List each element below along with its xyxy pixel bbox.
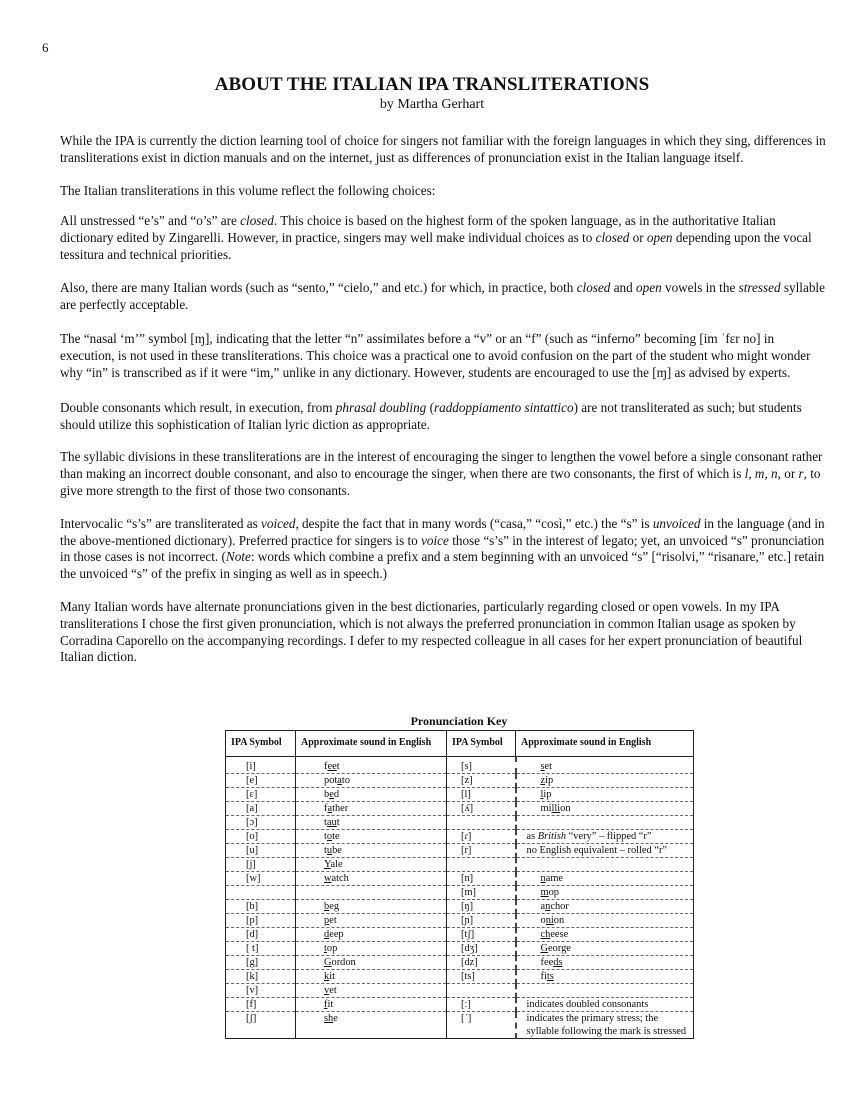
article-header: [0, 74, 864, 113]
text-run: eg: [329, 901, 340, 912]
ipa-symbol-cell: [m]: [447, 886, 516, 900]
ipa-symbol-cell: [z]: [447, 774, 516, 788]
example-word-cell: [296, 1012, 447, 1039]
text-run: ip: [543, 789, 552, 800]
ipa-symbol-cell: [226, 886, 296, 900]
italic-text: closed: [576, 279, 611, 295]
text-run: pot: [324, 775, 338, 786]
ipa-symbol-cell: [i]: [226, 757, 296, 774]
ipa-symbol-cell: [ˈ]: [447, 1012, 516, 1039]
example-word-cell: [516, 844, 694, 858]
ipa-symbol-cell: [ː]: [447, 998, 516, 1012]
example-word-cell: [516, 872, 694, 886]
text-run: , to give more strength to the first of those two consonants.: [60, 466, 821, 498]
text-run: or: [629, 230, 647, 246]
text-run: in the language (and in the above-mentioned dictionary). Preferred practice for singers is to: [60, 515, 825, 548]
example-word-cell: [296, 984, 447, 998]
example-word-cell: [516, 984, 694, 998]
italic-text: Note: [225, 549, 251, 565]
ipa-symbol-cell: [ t]: [226, 942, 296, 956]
text-run: d: [333, 789, 340, 800]
paragraph-nasal-m: [60, 331, 828, 381]
text-run: te: [332, 831, 340, 842]
text-run: t: [324, 831, 327, 842]
text-run: eep: [329, 929, 344, 940]
text-run: All unstressed “e’s” and “o’s” are: [60, 213, 241, 229]
text-run: those “s’s” in the interest of legato; yet, an unvoiced “s” pronunciation in those cases is not incorrect. (: [60, 532, 825, 565]
text-run: , despite the fact that in many words (“casa,” “così,” etc.) the “s” is: [295, 515, 653, 531]
ipa-symbol-cell: [ɛ]: [226, 788, 296, 802]
text-run: While the IPA is currently the diction learning tool of choice for singers not familiar with the foreign languages in which they sing, differences in transliterations exist in diction manuals and on the internet, just as differences of pronunciation exist in the Italian language itself.: [60, 133, 826, 165]
underlined-sound: n: [540, 873, 546, 884]
italic-text: unvoiced: [652, 515, 701, 531]
text-run: a: [540, 901, 546, 912]
example-word-cell: [296, 956, 447, 970]
text-run: “very” – flipped “r”: [566, 831, 652, 842]
text-run: op: [326, 943, 338, 954]
ipa-symbol-cell: [s]: [447, 757, 516, 774]
text-run: eorge: [548, 943, 571, 954]
text-run: et: [544, 761, 553, 772]
ipa-symbol-cell: [b]: [226, 900, 296, 914]
underlined-sound: sh: [324, 1013, 334, 1024]
ipa-symbol-cell: [n]: [447, 872, 516, 886]
example-word-cell: [296, 970, 447, 984]
text-run: vowels in the: [661, 279, 739, 295]
ipa-symbol-cell: [k]: [226, 970, 296, 984]
table-row: [226, 942, 694, 956]
ipa-symbol-cell: [r]: [447, 844, 516, 858]
ipa-symbol-cell: [ŋ]: [447, 900, 516, 914]
example-word-cell: [516, 956, 694, 970]
ipa-symbol-cell: [j]: [226, 858, 296, 872]
ipa-symbol-cell: [d]: [226, 928, 296, 942]
table-row: [226, 970, 694, 984]
ipa-symbol-cell: [g]: [226, 956, 296, 970]
ipa-symbol-cell: [a]: [226, 802, 296, 816]
underlined-sound: e: [329, 789, 334, 800]
underlined-sound: lli: [551, 803, 561, 814]
ipa-symbol-cell: [p]: [226, 914, 296, 928]
ipa-symbol-cell: [447, 984, 516, 998]
page-title: ABOUT THE ITALIAN IPA TRANSLITERATIONS: [214, 74, 650, 95]
italic-text: closed: [240, 213, 274, 229]
ipa-symbol-cell: [l]: [447, 788, 516, 802]
text-run: ther: [332, 803, 349, 814]
text-run: t: [336, 817, 340, 828]
text-run: as: [526, 831, 538, 842]
example-word-cell: [516, 998, 694, 1012]
example-word-cell: [296, 900, 447, 914]
text-run: e: [333, 1013, 338, 1024]
paragraph-syllabic-divisions: [60, 449, 828, 499]
text-run: t: [336, 761, 340, 772]
underlined-sound: n: [545, 901, 551, 912]
table-row: [226, 984, 694, 998]
text-run: The Italian transliterations in this volume reflect the following choices:: [60, 182, 436, 198]
article-body: [60, 133, 828, 682]
ipa-symbol-cell: [e]: [226, 774, 296, 788]
italic-text: raddoppiamento sintattico: [433, 399, 574, 415]
text-run: eese: [550, 929, 569, 940]
italic-text: voiced: [261, 515, 296, 531]
italic-text: stressed: [738, 279, 781, 295]
text-run: ale: [330, 859, 343, 870]
text-run: o: [540, 915, 546, 926]
example-word-cell: [296, 757, 447, 774]
underlined-sound: o: [326, 831, 333, 842]
example-word-cell: [296, 998, 447, 1012]
example-word-cell: [296, 816, 447, 830]
underlined-sound: d: [324, 929, 330, 940]
example-word-cell: [296, 928, 447, 942]
example-word-cell: [516, 802, 694, 816]
example-word-cell: [296, 942, 447, 956]
paragraph-choices-intro: [60, 183, 828, 200]
ipa-symbol-cell: [f]: [226, 998, 296, 1012]
text-run: atch: [331, 873, 349, 884]
underlined-sound: p: [324, 915, 330, 926]
table-row: [226, 844, 694, 858]
table-row: [226, 858, 694, 872]
ipa-symbol-cell: [ɾ]: [447, 830, 516, 844]
text-run: it: [329, 971, 335, 982]
ipa-symbol-cell: [ʃ]: [226, 1012, 296, 1039]
underlined-sound: l: [540, 789, 544, 800]
text-run: British: [537, 831, 567, 842]
text-run: Double consonants which result, in execution, from: [60, 399, 336, 415]
text-run: : words which combine a prefix and a stem beginning with an unvoiced “s” [“risolvi,” “risanare,” etc.] retain the unvoiced “s” of the prefix in singing as well as in speech.): [60, 549, 825, 582]
text-run: b: [324, 789, 330, 800]
text-run: syllable are perfectly acceptable.: [60, 279, 825, 312]
underlined-sound: t: [324, 943, 327, 954]
text-run: to: [341, 775, 350, 786]
ipa-symbol-cell: [ɲ]: [447, 914, 516, 928]
example-word-cell: [296, 914, 447, 928]
underlined-sound: b: [324, 901, 330, 912]
underlined-sound: v: [324, 985, 330, 996]
example-word-cell: [516, 757, 694, 774]
text-run: indicates doubled consonants: [526, 999, 649, 1010]
text-run: on: [553, 915, 565, 926]
example-word-cell: [296, 774, 447, 788]
example-word-cell: [296, 886, 447, 900]
text-run: indicates the primary stress; the syllable following the mark is stressed: [526, 1013, 687, 1037]
underlined-sound: s: [540, 761, 545, 772]
text-run: ordon: [331, 957, 356, 968]
ipa-symbol-cell: [447, 858, 516, 872]
italic-text: closed: [595, 230, 630, 246]
underlined-sound: ch: [540, 929, 551, 940]
paragraph-double-consonants: [60, 400, 828, 434]
text-run: fee: [540, 957, 554, 968]
italic-text: phrasal doubling: [335, 399, 427, 415]
example-word-cell: [516, 788, 694, 802]
text-run: , or: [777, 466, 799, 482]
table-row: [226, 757, 694, 774]
ipa-symbol-cell: [w]: [226, 872, 296, 886]
example-word-cell: [516, 914, 694, 928]
ipa-symbol-cell: [dʒ]: [447, 942, 516, 956]
example-word-cell: [516, 816, 694, 830]
table-row: [226, 802, 694, 816]
example-word-cell: [516, 886, 694, 900]
table-row: [226, 928, 694, 942]
text-run: ) are not transliterated as such; but students should utilize this sophistication of Italian lyric diction as appropriate.: [60, 399, 802, 432]
underlined-sound: G: [540, 943, 549, 954]
table-row: [226, 900, 694, 914]
example-word-cell: [516, 970, 694, 984]
text-run: t: [324, 817, 327, 828]
text-run: Also, there are many Italian words (such as “sento,” “cielo,” and etc.) for which, in practice, both: [60, 279, 577, 295]
underlined-sound: f: [324, 999, 328, 1010]
ipa-symbol-cell: [ʎ]: [447, 802, 516, 816]
example-word-cell: [296, 830, 447, 844]
table-header-row: [226, 731, 694, 757]
byline: by Martha Gerhart: [379, 97, 485, 112]
text-run: (: [426, 399, 434, 415]
paragraph-ipa-intro: [60, 133, 828, 167]
example-word-cell: [296, 802, 447, 816]
text-run: The “nasal ‘m’” symbol [ɱ], indicating that the letter “n” assimilates before a “v” or an “f” (such as “inferno” becoming [im ˈfɛr no] in execution, is not used in these transliterations. This choice was a practical one to avoid confusion on the part of the student who might wonder why “in” is transcribed as if it were “im,” unlike in any dictionary. However, students are encouraged to use the [ɱ] as advised by experts.: [60, 331, 811, 380]
table-row: [226, 914, 694, 928]
ipa-symbol-cell: [ts]: [447, 970, 516, 984]
pronunciation-key-title: Pronunciation Key: [410, 714, 508, 728]
text-run: chor: [550, 901, 569, 912]
text-run: f: [324, 761, 328, 772]
table-row: [226, 956, 694, 970]
pronunciation-key-rows: [226, 757, 694, 1039]
ipa-symbol-cell: [447, 816, 516, 830]
column-header-ipa-symbol: IPA Symbol: [447, 731, 516, 757]
table-row: [226, 998, 694, 1012]
underlined-sound: G: [324, 957, 332, 968]
italic-text: l, m, n: [744, 466, 778, 482]
italic-text: voice: [421, 532, 449, 548]
underlined-sound: ts: [546, 971, 554, 982]
table-row: [226, 886, 694, 900]
paragraph-alternate-pronunciations: [60, 599, 828, 666]
table-row: [226, 788, 694, 802]
example-word-cell: [296, 872, 447, 886]
text-run: ame: [545, 873, 564, 884]
underlined-sound: k: [324, 971, 330, 982]
example-word-cell: [516, 858, 694, 872]
example-word-cell: [516, 900, 694, 914]
text-run: be: [332, 845, 342, 856]
underlined-sound: ni: [545, 915, 554, 926]
column-header-approximate-sound: Approximate sound in English: [296, 731, 447, 757]
text-run: depending upon the vocal tessitura and technical priorities.: [60, 230, 812, 262]
underlined-sound: ee: [327, 761, 337, 772]
example-word-cell: [516, 928, 694, 942]
paragraph-intervocalic-s: [60, 516, 828, 583]
example-word-cell: [516, 830, 694, 844]
text-run: The syllabic divisions in these transliterations are in the interest of encouraging the singer to lengthen the vowel before a single consonant rather than making an incorrect double consonant, and also to encourage the singer, when there are two consonants, the first of which is: [60, 449, 823, 482]
paragraph-stressed-vowels: [60, 280, 828, 314]
table-row: [226, 830, 694, 844]
ipa-symbol-cell: [dz]: [447, 956, 516, 970]
column-header-ipa-symbol: IPA Symbol: [226, 731, 296, 757]
example-word-cell: [516, 774, 694, 788]
underlined-sound: a: [327, 803, 333, 814]
table-row: [226, 1012, 694, 1039]
text-run: et: [329, 985, 337, 996]
italic-text: open: [636, 279, 662, 295]
underlined-sound: ds: [553, 957, 563, 968]
text-run: et: [329, 915, 337, 926]
example-word-cell: [516, 942, 694, 956]
text-run: no English equivalent – rolled “r”: [526, 845, 668, 856]
text-run: ip: [545, 775, 554, 786]
underlined-sound: a: [337, 775, 342, 786]
text-run: on: [560, 803, 571, 814]
ipa-symbol-cell: [u]: [226, 844, 296, 858]
table-row: [226, 774, 694, 788]
text-run: . This choice is based on the highest form of the spoken language, as in the authoritative Italian dictionary edited by Zingarelli. However, in practice, singers may well make individual choices as to: [60, 213, 776, 246]
ipa-symbol-cell: [o]: [226, 830, 296, 844]
italic-text: r: [798, 466, 804, 482]
column-header-approximate-sound: Approximate sound in English: [516, 731, 694, 757]
ipa-symbol-cell: [v]: [226, 984, 296, 998]
text-run: Many Italian words have alternate pronunciations given in the best dictionaries, particularly regarding closed or open vowels. In my IPA transliterations I chose the first given pronunciation, which is not always the preferred pronunciation in common Italian usage as spoken by Corradina Caporello on the accompanying recordings. I defer to my respected colleague in all cases for her expert pronunciation of beautiful Italian diction.: [60, 598, 803, 665]
example-word-cell: [296, 788, 447, 802]
example-word-cell: [296, 844, 447, 858]
text-run: mi: [540, 803, 552, 814]
pronunciation-key-table: [225, 730, 694, 1039]
text-run: f: [324, 803, 328, 814]
underlined-sound: m: [540, 887, 549, 898]
underlined-sound: u: [326, 845, 333, 856]
table-row: [226, 872, 694, 886]
paragraph-unstressed-vowels: [60, 213, 828, 263]
pronunciation-key: [225, 714, 693, 1039]
example-word-cell: [296, 858, 447, 872]
underlined-sound: au: [326, 817, 337, 828]
page-number: 6: [42, 40, 49, 55]
underlined-sound: z: [540, 775, 546, 786]
text-run: t: [324, 845, 327, 856]
text-run: and: [610, 279, 637, 295]
italic-text: open: [646, 230, 673, 246]
ipa-symbol-cell: [tʃ]: [447, 928, 516, 942]
underlined-sound: w: [324, 873, 332, 884]
table-row: [226, 816, 694, 830]
example-word-cell: [516, 1012, 694, 1039]
text-run: op: [548, 887, 559, 898]
text-run: Intervocalic “s’s” are transliterated as: [60, 515, 262, 531]
underlined-sound: Y: [324, 859, 331, 870]
text-run: it: [327, 999, 334, 1010]
ipa-symbol-cell: [ɔ]: [226, 816, 296, 830]
text-run: fi: [540, 971, 547, 982]
